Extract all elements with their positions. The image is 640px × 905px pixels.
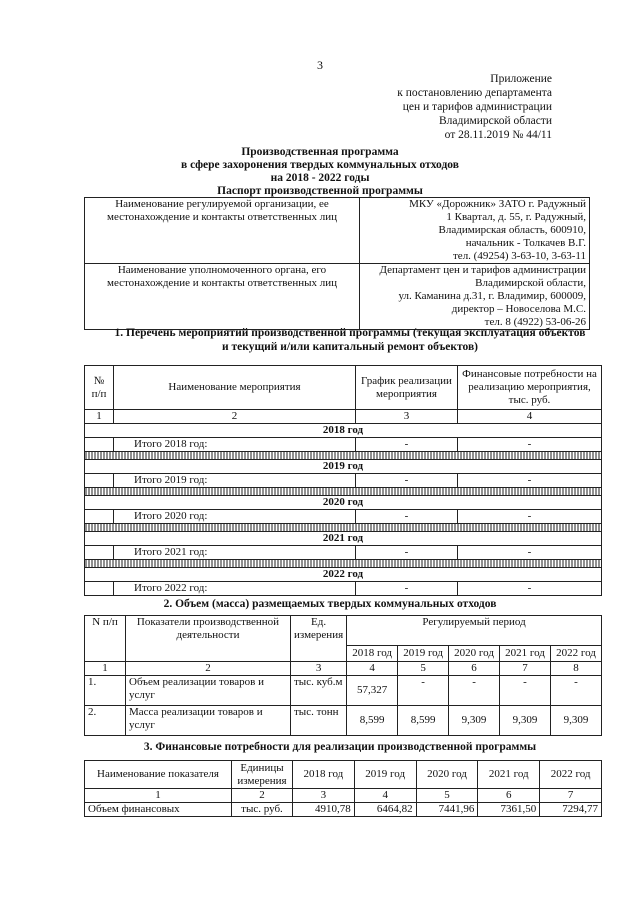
passport-table	[84, 197, 590, 330]
schedule-value: -	[356, 438, 458, 452]
header-year: 2018 год	[293, 761, 355, 789]
column-number: 8	[551, 662, 602, 676]
table-row	[85, 706, 602, 736]
header-indicator: Показатели производственной деятельности	[126, 616, 291, 662]
header-unit: Единицы измерения	[232, 761, 293, 789]
table-header-row	[85, 761, 602, 789]
column-number: 6	[478, 789, 540, 803]
total-row	[85, 546, 602, 560]
column-number: 2	[126, 662, 291, 676]
row-value: 7361,50	[478, 803, 540, 817]
empty-cell	[85, 582, 114, 596]
appendix-line: от 28.11.2019 № 44/11	[444, 129, 552, 141]
passport-value-line: начальник - Толкачев В.Г.	[465, 237, 586, 249]
passport-value-line: Владимирской области,	[475, 277, 586, 289]
column-number: 3	[291, 662, 347, 676]
empty-cell	[85, 438, 114, 452]
header-period: Регулируемый период	[347, 616, 602, 646]
separator-row	[85, 560, 602, 568]
total-label: Итого 2021 год:	[114, 546, 356, 560]
separator-row	[85, 452, 602, 460]
passport-value-line: ул. Каманина д.31, г. Владимир, 600009,	[398, 290, 586, 302]
hatched-separator	[85, 488, 602, 496]
header-unit: Ед. измерения	[291, 616, 347, 662]
header-indicator: Наименование показателя	[85, 761, 232, 789]
empty-cell	[85, 474, 114, 488]
row-value: 57,327	[347, 676, 398, 706]
schedule-value: -	[356, 582, 458, 596]
row-value: -	[500, 676, 551, 706]
separator-row	[85, 524, 602, 532]
passport-value	[360, 198, 590, 264]
total-label: Итого 2019 год:	[114, 474, 356, 488]
total-label: Итого 2018 год:	[114, 438, 356, 452]
table-header-row	[85, 616, 602, 646]
year-row	[85, 496, 602, 510]
total-label: Итого 2020 год:	[114, 510, 356, 524]
column-number: 4	[458, 410, 602, 424]
title-line: в сфере захоронения твердых коммунальных отходов	[181, 159, 459, 171]
row-name: Объем реализации товаров и услуг	[126, 676, 291, 706]
header-year: 2021 год	[478, 761, 540, 789]
column-number: 2	[232, 789, 293, 803]
hatched-separator	[85, 452, 602, 460]
passport-heading: Паспорт производственной программы	[217, 185, 423, 197]
schedule-value: -	[356, 474, 458, 488]
finance-value: -	[458, 582, 602, 596]
section3-title: 3. Финансовые потребности для реализации производственной программы	[143, 741, 537, 753]
year-label: 2022 год	[85, 568, 602, 582]
row-unit: тыс. тонн	[291, 706, 347, 736]
header-year: 2022 год	[540, 761, 602, 789]
hatched-separator	[85, 560, 602, 568]
header-num: N п/п	[85, 616, 126, 662]
appendix-line: Приложение	[490, 73, 552, 85]
year-row	[85, 532, 602, 546]
finance-value: -	[458, 546, 602, 560]
year-label: 2020 год	[85, 496, 602, 510]
row-value: -	[398, 676, 449, 706]
document-title	[0, 146, 640, 198]
header-activity: Наименование мероприятия	[114, 366, 356, 410]
total-label: Итого 2022 год:	[114, 582, 356, 596]
total-row	[85, 510, 602, 524]
header-year: 2021 год	[500, 646, 551, 662]
finance-value: -	[458, 510, 602, 524]
column-number: 1	[85, 410, 114, 424]
passport-value	[360, 264, 590, 330]
year-row	[85, 424, 602, 438]
table-number-row	[85, 410, 602, 424]
passport-row	[85, 198, 590, 264]
row-value: 8,599	[347, 706, 398, 736]
table-row	[85, 676, 602, 706]
row-unit: тыс. куб.м	[291, 676, 347, 706]
row-value: 9,309	[449, 706, 500, 736]
empty-cell	[85, 510, 114, 524]
total-row	[85, 474, 602, 488]
title-line: Производственная программа	[241, 146, 399, 158]
header-year: 2020 год	[416, 761, 478, 789]
total-row	[85, 582, 602, 596]
row-value: 7294,77	[540, 803, 602, 817]
header-year: 2022 год	[551, 646, 602, 662]
appendix-block	[397, 72, 552, 142]
appendix-line: цен и тарифов администрации	[402, 101, 552, 113]
row-name: Объем финансовых	[85, 803, 232, 817]
passport-value-line: Владимирская область, 600910,	[438, 224, 586, 236]
table-header-row	[85, 366, 602, 410]
row-name: Масса реализации товаров и услуг	[126, 706, 291, 736]
column-number: 6	[449, 662, 500, 676]
year-row	[85, 568, 602, 582]
section3-table	[84, 760, 602, 817]
row-value: 6464,82	[354, 803, 416, 817]
schedule-value: -	[356, 510, 458, 524]
row-value: -	[449, 676, 500, 706]
year-label: 2021 год	[85, 532, 602, 546]
separator-row	[85, 488, 602, 496]
column-number: 4	[347, 662, 398, 676]
passport-value-line: МКУ «Дорожник» ЗАТО г. Радужный	[409, 198, 586, 210]
row-num: 2.	[85, 706, 126, 736]
row-value: -	[551, 676, 602, 706]
passport-value-line: тел. (49254) 3-63-10, 3-63-11	[453, 250, 586, 262]
column-number: 1	[85, 789, 232, 803]
passport-value-line: тел. 8 (4922) 53-06-26	[484, 316, 586, 328]
total-row	[85, 438, 602, 452]
column-number: 2	[114, 410, 356, 424]
table-row	[85, 803, 602, 817]
column-number: 3	[356, 410, 458, 424]
section2-title: 2. Объем (масса) размещаемых твердых коммунальных отходов	[163, 598, 497, 610]
year-label: 2018 год	[85, 424, 602, 438]
header-year: 2019 год	[354, 761, 416, 789]
table-number-row	[85, 789, 602, 803]
passport-label: Наименование регулируемой организации, ее местонахождение и контакты ответственных лиц	[85, 198, 360, 264]
title-line: на 2018 - 2022 годы	[270, 172, 370, 184]
finance-value: -	[458, 438, 602, 452]
column-number: 1	[85, 662, 126, 676]
finance-value: -	[458, 474, 602, 488]
row-unit: тыс. руб.	[232, 803, 293, 817]
passport-value-line: Департамент цен и тарифов администрации	[379, 264, 586, 276]
year-label: 2019 год	[85, 460, 602, 474]
header-num: № п/п	[85, 366, 114, 410]
header-finance: Финансовые потребности на реализацию мероприятия, тыс. руб.	[458, 366, 602, 410]
header-schedule: График реализации мероприятия	[356, 366, 458, 410]
header-year: 2020 год	[449, 646, 500, 662]
section1-table	[84, 365, 602, 596]
appendix-line: Владимирской области	[438, 115, 552, 127]
passport-label: Наименование уполномоченного органа, его местонахождение и контакты ответственных лиц	[85, 264, 360, 330]
page-number: 3	[317, 58, 323, 72]
row-value: 8,599	[398, 706, 449, 736]
row-value: 4910,78	[293, 803, 355, 817]
header-year: 2018 год	[347, 646, 398, 662]
passport-value-line: директор – Новоселова М.С.	[451, 303, 586, 315]
row-value: 9,309	[551, 706, 602, 736]
year-row	[85, 460, 602, 474]
appendix-line: к постановлению департамента	[397, 87, 552, 99]
passport-value-line: 1 Квартал, д. 55, г. Радужный,	[446, 211, 586, 223]
schedule-value: -	[356, 546, 458, 560]
row-num: 1.	[85, 676, 126, 706]
column-number: 4	[354, 789, 416, 803]
empty-cell	[85, 546, 114, 560]
column-number: 7	[540, 789, 602, 803]
column-number: 5	[398, 662, 449, 676]
row-value: 9,309	[500, 706, 551, 736]
hatched-separator	[85, 524, 602, 532]
column-number: 7	[500, 662, 551, 676]
column-number: 5	[416, 789, 478, 803]
section2-table	[84, 615, 602, 736]
passport-row	[85, 264, 590, 330]
row-value: 7441,96	[416, 803, 478, 817]
column-number: 3	[293, 789, 355, 803]
table-number-row	[85, 662, 602, 676]
header-year: 2019 год	[398, 646, 449, 662]
section1-title: 1. Перечень мероприятий производственной программы (текущая эксплуатация объектов и текущий и/или капитальный ремонт объектов)	[114, 327, 586, 353]
